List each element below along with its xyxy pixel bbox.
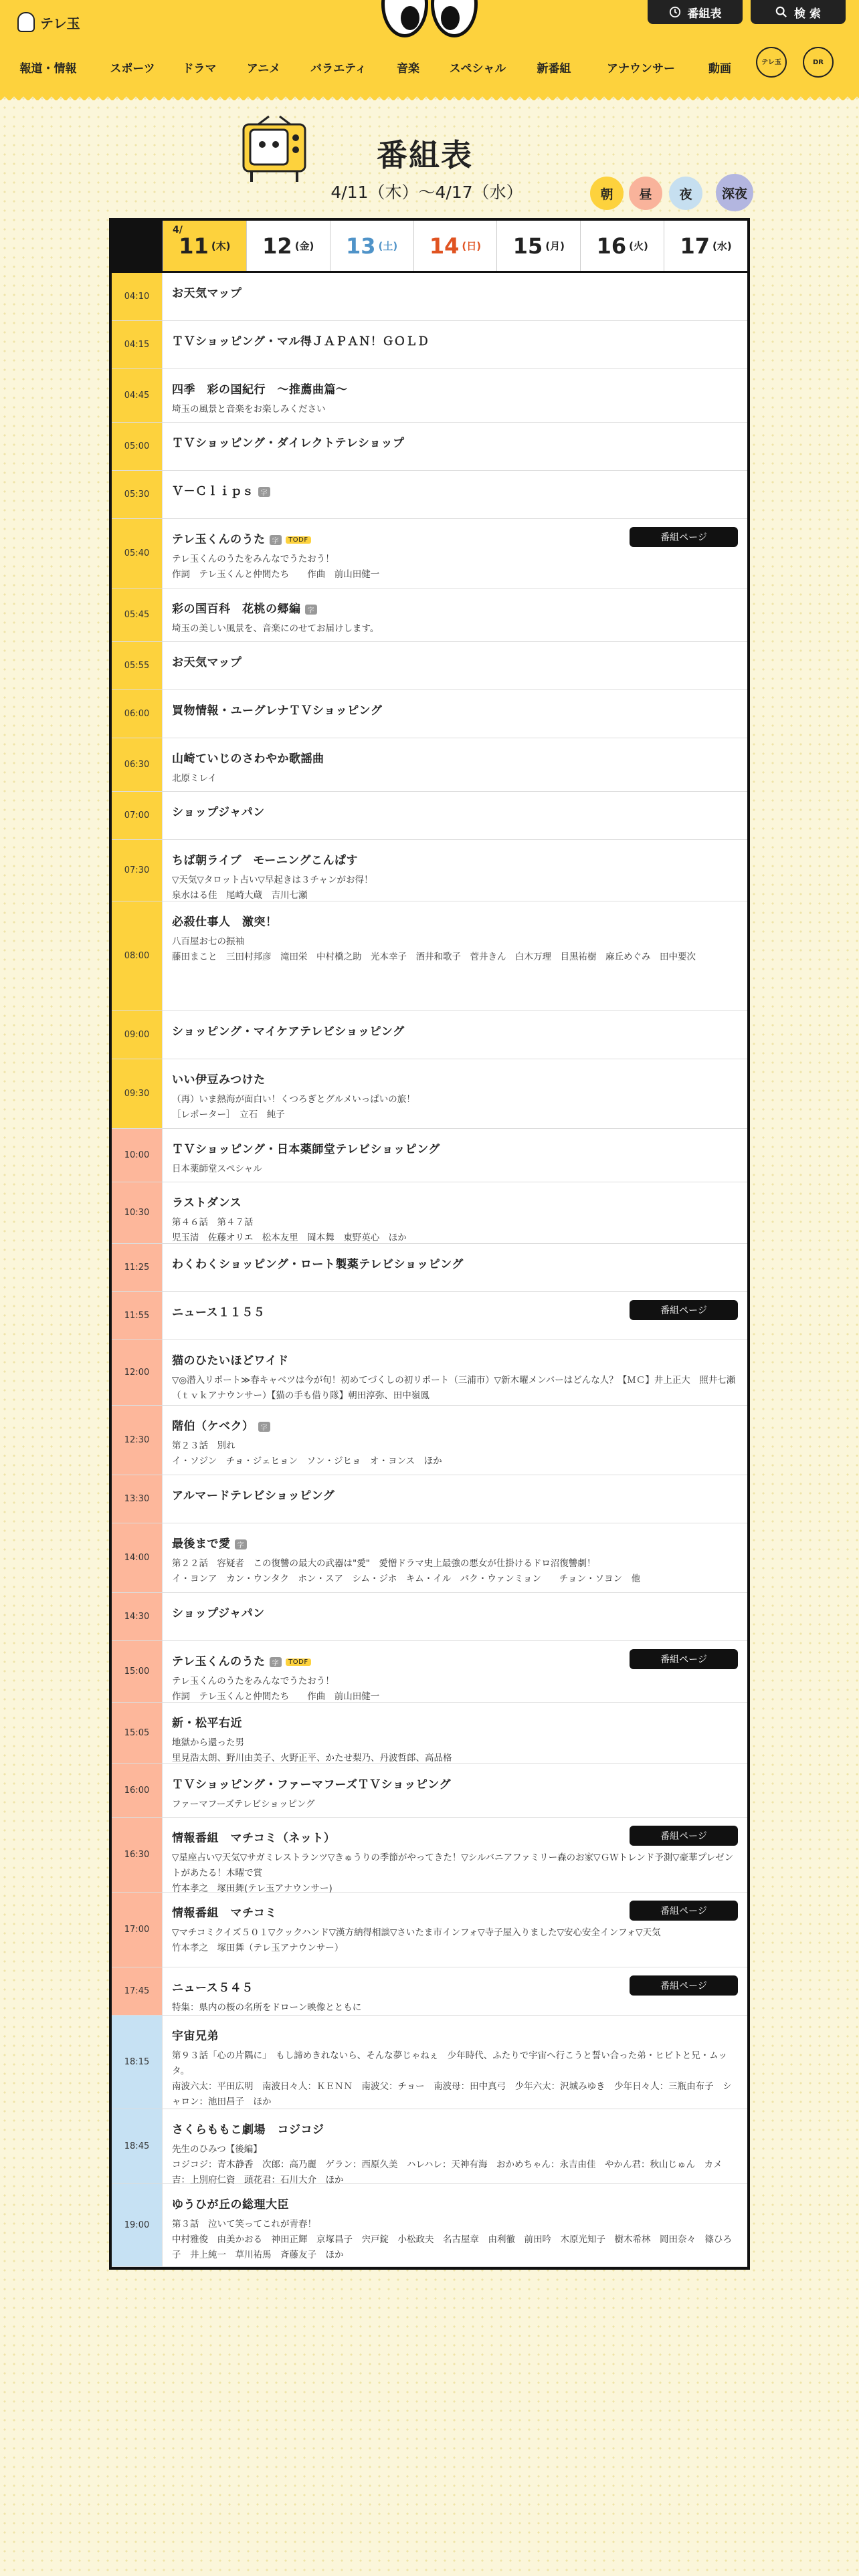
- date-range: 4/11（木）～4/17（水）: [330, 183, 523, 202]
- program-time: 07:00: [112, 792, 163, 839]
- program-title-text: 猫のひたいほどワイド: [172, 1354, 289, 1368]
- program-time: 05:55: [112, 642, 163, 689]
- program-title-text: 必殺仕事人 激突！: [172, 916, 278, 929]
- program-title[interactable]: [172, 1351, 738, 1368]
- program-time: 17:00: [112, 1893, 163, 1967]
- program-cell[interactable]: [163, 471, 747, 518]
- site-logo[interactable]: [17, 12, 80, 32]
- program-cell[interactable]: [163, 2109, 747, 2183]
- program-description-line: 第３話 泣いて笑ってこれが青春！: [172, 2219, 316, 2230]
- program-description-line: 地獄から還った男: [172, 1737, 244, 1748]
- main-nav: [0, 58, 859, 78]
- program-guide-button[interactable]: [648, 0, 743, 24]
- program-guide-label: 番組表: [687, 7, 722, 21]
- program-title[interactable]: [172, 1070, 738, 1087]
- program-description-line: 北原ミレイ: [172, 773, 217, 784]
- program-row: [112, 369, 747, 423]
- program-title-text: ショッピング・マイケアテレビショッピング: [172, 1025, 405, 1039]
- program-time: 16:00: [112, 1764, 163, 1817]
- program-row: [112, 1593, 747, 1641]
- teletama-badge[interactable]: テレ玉: [756, 47, 787, 78]
- program-description-line: 藤田まこと 三田村邦彦 滝田栄 中村橋之助 光本幸子 酒井和歌子 菅井きん 白木万理 目黒祐樹 麻丘めぐみ 田中要次: [172, 951, 696, 962]
- nav-item[interactable]: 新番組: [537, 62, 571, 76]
- program-row: [112, 1523, 747, 1593]
- program-cell[interactable]: [163, 2184, 747, 2266]
- program-description-line: 第２３話 別れ: [172, 1440, 235, 1451]
- program-page-button[interactable]: 番組ページ: [630, 1975, 738, 1996]
- program-title-text: 情報番組 マチコミ: [172, 1907, 277, 1920]
- day-number: 16: [596, 233, 627, 259]
- program-page-button[interactable]: 番組ページ: [630, 1300, 738, 1320]
- program-row: [112, 1059, 747, 1129]
- program-description-line: ▽星座占い▽天気▽サガミレストランツ▽きゅうりの季節がやってきた！▽シルバニアファミリー森のお家▽ＧＷトレンド予測▽豪華プレゼントがあたる！木曜で賞: [172, 1852, 734, 1879]
- nav-item[interactable]: スポーツ: [110, 62, 155, 76]
- program-title[interactable]: [172, 481, 738, 498]
- program-time: 17:45: [112, 1967, 163, 2015]
- nav-item[interactable]: 音楽: [397, 62, 419, 76]
- program-cell[interactable]: [163, 321, 747, 368]
- program-description: [172, 2000, 738, 2016]
- program-row: [112, 1406, 747, 1475]
- program-time: 19:00: [112, 2184, 163, 2266]
- program-time: 18:15: [112, 2016, 163, 2109]
- program-cell[interactable]: [163, 1011, 747, 1059]
- program-title[interactable]: [172, 1416, 738, 1433]
- program-title-text: 買物情報・ユーグレナＴＶショッピング: [172, 704, 383, 718]
- program-time: 13:30: [112, 1475, 163, 1523]
- search-button[interactable]: [751, 0, 846, 24]
- program-cell[interactable]: [163, 519, 747, 588]
- program-description-line: 児玉清 佐藤オリエ 松本友里 岡本舞 東野英心 ほか: [172, 1232, 407, 1243]
- day-number: 17: [680, 233, 710, 259]
- day-weekday: (金): [294, 240, 314, 252]
- program-cell[interactable]: [163, 1967, 747, 2015]
- subtitle-icon: 字: [258, 1422, 271, 1432]
- program-title-text: 情報番組 マチコミ（ネット）: [172, 1832, 336, 1845]
- program-cell[interactable]: [163, 738, 747, 791]
- day-weekday: (水): [712, 240, 732, 252]
- program-description: [172, 1925, 738, 1956]
- program-description: [172, 402, 738, 417]
- day-tab[interactable]: [246, 221, 330, 271]
- program-title-text: Ｖ－Ｃｌｉｐｓ: [172, 485, 254, 498]
- program-row: [112, 1703, 747, 1764]
- program-description-line: （再）いま熱海が面白い！くつろぎとグルメいっぱいの旅！: [172, 1094, 415, 1105]
- program-cell[interactable]: [163, 1523, 747, 1592]
- program-title[interactable]: [172, 1140, 738, 1156]
- program-description: [172, 1162, 738, 1177]
- subtitle-icon: 字: [305, 605, 318, 615]
- program-title[interactable]: [172, 802, 738, 819]
- program-description: [172, 1674, 738, 1705]
- nav-item[interactable]: 動画: [708, 62, 731, 76]
- program-page-button[interactable]: 番組ページ: [630, 527, 738, 547]
- program-title-text: 四季 彩の国紀行 ～推薦曲篇～: [172, 383, 348, 397]
- day-weekday: (火): [629, 240, 648, 252]
- day-tab[interactable]: [163, 221, 246, 271]
- search-icon: [775, 6, 787, 18]
- search-label: 検 索: [794, 7, 821, 21]
- program-description-line: 先生のひみつ【後編】: [172, 2144, 262, 2155]
- program-description-line: 埼玉の美しい風景を、音楽にのせてお届けします。: [172, 623, 379, 634]
- program-description-line: テレ玉くんのうたをみんなでうたおう！: [172, 554, 335, 564]
- clock-icon: [669, 6, 681, 18]
- program-time: 10:30: [112, 1182, 163, 1243]
- program-description: [172, 2217, 738, 2263]
- dr-badge[interactable]: DR: [803, 47, 834, 78]
- program-title[interactable]: [172, 2120, 738, 2137]
- program-time: 05:30: [112, 471, 163, 518]
- program-title[interactable]: [172, 1713, 738, 1730]
- day-weekday: (日): [462, 240, 482, 252]
- day-tabs: [112, 221, 747, 273]
- program-description: [172, 1092, 738, 1123]
- program-time: 05:40: [112, 519, 163, 588]
- nav-item[interactable]: 報道・情報: [19, 62, 77, 76]
- program-time: 07:30: [112, 840, 163, 901]
- program-time: 14:30: [112, 1593, 163, 1640]
- subtitle-icon: 字: [270, 535, 282, 545]
- program-cell[interactable]: [163, 1764, 747, 1817]
- program-row: [112, 2184, 747, 2267]
- program-description: [172, 2142, 738, 2188]
- tv-mascot-icon: [238, 115, 310, 185]
- program-title[interactable]: [172, 2195, 738, 2212]
- program-cell[interactable]: [163, 1292, 747, 1339]
- program-time: 11:25: [112, 1244, 163, 1291]
- program-cell[interactable]: [163, 1182, 747, 1243]
- program-description: [172, 1735, 738, 1766]
- day-number: 15: [512, 233, 543, 259]
- program-cell[interactable]: [163, 1475, 747, 1523]
- day-number: 11: [179, 233, 209, 259]
- program-description: [172, 552, 738, 582]
- program-cell[interactable]: [163, 1893, 747, 1967]
- program-row: [112, 1967, 747, 2016]
- program-title-text: ＴＶショッピング・日本薬師堂テレビショッピング: [172, 1143, 440, 1156]
- program-description-line: ▽マチコミクイズ５０１▽クックハンド▽漢方納得相談▽さいたま市インフォ▽寺子屋入りました▽安心安全インフォ▽天気: [172, 1927, 661, 1938]
- program-description-line: イ・ヨンア カン・ウンタク ホン・スア シム・ジホ キム・イル パク・ウァンミョン チョン・ソヨン 他: [172, 1573, 640, 1584]
- todf-icon: TODF: [286, 1658, 310, 1666]
- program-description-line: ファーマフーズテレビショッピング: [172, 1799, 315, 1810]
- program-description-line: ▽天気▽タロット占い▽早起きは３チャンがお得！: [172, 875, 373, 885]
- program-cell[interactable]: [163, 1641, 747, 1702]
- program-description-line: 八百屋お七の振袖: [172, 936, 244, 947]
- program-description-line: 中村雅俊 由美かおる 神田正輝 京塚昌子 宍戸錠 小松政夫 名古屋章 由利徹 前田吟 木原光知子 樹木希林 岡田奈々 篠ひろ子 井上純一 草川祐馬 斉藤友子 ほか: [172, 2234, 732, 2260]
- program-cell[interactable]: [163, 690, 747, 738]
- program-title[interactable]: [172, 1604, 738, 1620]
- program-row: [112, 423, 747, 471]
- program-description-line: 作詞 テレ玉くんと仲間たち 作曲 前山田健一: [172, 568, 380, 580]
- program-time: 04:15: [112, 321, 163, 368]
- day-tab[interactable]: [580, 221, 664, 271]
- program-title-text: ＴＶショッピング・ファーマフーズＴＶショッピング: [172, 1778, 451, 1792]
- program-title[interactable]: [172, 2026, 738, 2043]
- program-title[interactable]: [172, 332, 738, 348]
- program-row: [112, 1011, 747, 1059]
- program-cell[interactable]: [163, 1059, 747, 1128]
- program-title[interactable]: [172, 1486, 738, 1503]
- program-description-line: 第４６話 第４７話: [172, 1217, 254, 1228]
- program-title[interactable]: [172, 701, 738, 718]
- program-cell[interactable]: [163, 642, 747, 689]
- program-title[interactable]: [172, 1534, 738, 1551]
- program-description-line: ［レポーター］ 立石 純子: [172, 1109, 285, 1120]
- day-number: 13: [346, 233, 376, 259]
- program-description: [172, 1850, 738, 1897]
- program-description-line: 埼玉の風景と音楽をお楽しみください: [172, 404, 326, 415]
- subtitle-icon: 字: [235, 1539, 248, 1549]
- program-title-text: ショップジャパン: [172, 1607, 265, 1620]
- program-schedule: [109, 218, 750, 2270]
- program-title-text: 彩の国百科 花桃の郷編: [172, 603, 301, 616]
- program-row: [112, 1129, 747, 1182]
- program-row: [112, 471, 747, 519]
- program-cell[interactable]: [163, 273, 747, 320]
- todf-icon: TODF: [286, 536, 310, 544]
- nav-item[interactable]: バラエティ: [310, 62, 367, 76]
- program-title-text: アルマードテレビショッピング: [172, 1489, 335, 1503]
- program-title-text: ＴＶショッピング・マル得ＪＡＰＡＮ！ＧＯＬＤ: [172, 335, 430, 348]
- program-title-text: 新・松平右近: [172, 1717, 242, 1730]
- program-list: [112, 273, 747, 2267]
- program-description: [172, 934, 738, 965]
- day-month: 4/: [173, 225, 183, 235]
- program-cell[interactable]: [163, 1129, 747, 1182]
- program-row: [112, 840, 747, 901]
- program-title-text: テレ玉くんのうた: [172, 533, 266, 546]
- day-weekday: (月): [545, 240, 565, 252]
- program-time: 10:00: [112, 1129, 163, 1182]
- day-number: 14: [429, 233, 460, 259]
- program-row: [112, 642, 747, 690]
- program-cell[interactable]: [163, 369, 747, 422]
- program-title-text: わくわくショッピング・ロート製薬テレビショッピング: [172, 1258, 464, 1271]
- program-title-text: さくらももこ劇場 コジコジ: [172, 2123, 324, 2137]
- day-tab[interactable]: [413, 221, 497, 271]
- program-row: [112, 1292, 747, 1340]
- program-description-line: 第９３話「心の片隅に」 もし諦めきれないら、そんな夢じゃねぇ 少年時代、ふたりで宇宙へ行こうと誓い合った弟・ヒビトと兄・ムッタ。: [172, 2050, 728, 2076]
- program-title-text: お天気マップ: [172, 656, 242, 669]
- program-time: 05:45: [112, 588, 163, 641]
- program-description-line: ▽◎潜入リポート≫春キャベツは今が旬！初めてづくしの初リポート（三浦市）▽新木曜メンバーはどんな人？【ＭＣ】井上正大 照井七瀬（ｔｖｋアナウンサー）【猫の手も借り隊】朝田淳弥、田中嶺鳳: [172, 1375, 736, 1401]
- program-time: 15:05: [112, 1703, 163, 1763]
- program-description: [172, 873, 738, 903]
- program-time: 14:00: [112, 1523, 163, 1592]
- program-row: [112, 690, 747, 738]
- program-time: 08:00: [112, 901, 163, 1010]
- program-title-text: ショップジャパン: [172, 806, 265, 819]
- program-row: [112, 2109, 747, 2184]
- program-time: 04:10: [112, 273, 163, 320]
- program-title[interactable]: [172, 1775, 738, 1792]
- program-row: [112, 901, 747, 1011]
- timezone-noon-button[interactable]: 昼: [629, 177, 662, 210]
- program-page-button[interactable]: 番組ページ: [630, 1826, 738, 1846]
- day-weekday: (木): [211, 240, 231, 252]
- program-time: 04:45: [112, 369, 163, 422]
- program-title-text: 最後まで愛: [172, 1537, 231, 1551]
- program-title[interactable]: [172, 653, 738, 669]
- day-tab[interactable]: [330, 221, 413, 271]
- program-title[interactable]: [172, 1193, 738, 1210]
- program-description: [172, 1373, 738, 1404]
- program-row: [112, 1182, 747, 1244]
- program-title-text: ニュース１１５５: [172, 1306, 266, 1319]
- program-time: 09:00: [112, 1011, 163, 1059]
- program-description: [172, 621, 738, 637]
- day-tab[interactable]: [496, 221, 580, 271]
- program-cell[interactable]: [163, 901, 747, 1010]
- program-description-line: 第２２話 容疑者 この復讐の最大の武器は"愛" 愛憎ドラマ史上最強の悪女が仕掛けるドロ沼復讐劇！: [172, 1558, 596, 1569]
- program-description: [172, 1797, 738, 1812]
- program-description-line: 特集：県内の桜の名所をドローン映像とともに: [172, 2002, 362, 2013]
- program-time: 18:45: [112, 2109, 163, 2183]
- program-title-text: ＴＶショッピング・ダイレクトテレショップ: [172, 437, 405, 450]
- program-title[interactable]: [172, 599, 738, 616]
- program-description-line: 南波六太：平田広明 南波日々人：ＫＥＮＮ 南波父：チョー 南波母：田中真弓 少年六太：沢城みゆき 少年日々人：三瓶由布子 シャロン：池田昌子 ほか: [172, 2080, 732, 2107]
- program-title-text: ちば朝ライブ モーニングこんぱす: [172, 854, 358, 867]
- program-description: [172, 2048, 738, 2110]
- program-row: [112, 1641, 747, 1703]
- title-area: [0, 112, 859, 213]
- program-time: 16:30: [112, 1818, 163, 1892]
- program-time: 06:00: [112, 690, 163, 738]
- program-time: 12:30: [112, 1406, 163, 1475]
- program-cell[interactable]: [163, 1340, 747, 1405]
- program-cell[interactable]: [163, 2016, 747, 2109]
- program-description: [172, 771, 738, 786]
- program-title[interactable]: [172, 912, 738, 929]
- program-row: [112, 1893, 747, 1967]
- program-description-line: イ・ソジン チョ・ジェヒョン ソン・ジヒョ オ・ヨンス ほか: [172, 1455, 442, 1467]
- program-description-line: 作詞 テレ玉くんと仲間たち 作曲 前山田健一: [172, 1691, 380, 1702]
- program-description-line: 里見浩太朗、野川由美子、火野正平、かたせ梨乃、丹波哲郎、高品格: [172, 1752, 452, 1763]
- program-cell[interactable]: [163, 1406, 747, 1475]
- program-page-button[interactable]: 番組ページ: [630, 1901, 738, 1921]
- program-row: [112, 588, 747, 642]
- program-description-line: 日本薬師堂スペシャル: [172, 1164, 262, 1174]
- subtitle-icon: 字: [270, 1657, 282, 1667]
- program-description-line: 竹本孝之 塚田舞（テレ玉アナウンサー）: [172, 1942, 344, 1953]
- nav-item[interactable]: ドラマ: [182, 62, 217, 76]
- program-cell[interactable]: [163, 423, 747, 470]
- program-title[interactable]: [172, 749, 738, 766]
- program-cell[interactable]: [163, 588, 747, 641]
- program-title[interactable]: [172, 433, 738, 450]
- program-title-text: 階伯（ケベク）: [172, 1420, 254, 1433]
- day-tab[interactable]: [664, 221, 747, 271]
- program-title[interactable]: [172, 284, 738, 300]
- program-description-line: コジコジ：青木静香 次郎：高乃麗 ゲラン：西原久美 ハレハレ：天神有海 おかめちゃん：永吉由佳 やかん君：秋山じゅん カメ吉：上別府仁資 頭花君：石川大介 ほか: [172, 2159, 723, 2185]
- nav-item[interactable]: スペシャル: [449, 62, 506, 76]
- program-cell[interactable]: [163, 1703, 747, 1763]
- program-description: [172, 1215, 738, 1246]
- program-title-text: ゆうひが丘の総理大臣: [172, 2198, 289, 2212]
- program-row: [112, 1475, 747, 1523]
- program-title-text: テレ玉くんのうた: [172, 1655, 266, 1669]
- program-page-button[interactable]: 番組ページ: [630, 1649, 738, 1669]
- program-row: [112, 2016, 747, 2109]
- program-description-line: テレ玉くんのうたをみんなでうたおう！: [172, 1676, 335, 1687]
- program-title[interactable]: [172, 851, 738, 867]
- program-cell[interactable]: [163, 792, 747, 839]
- program-time: 09:30: [112, 1059, 163, 1128]
- program-row: [112, 273, 747, 321]
- mascot-eyes: [381, 0, 478, 37]
- program-title-text: お天気マップ: [172, 287, 242, 300]
- program-row: [112, 792, 747, 840]
- site-header: [0, 0, 859, 92]
- program-description-line: 竹本孝之 塚田舞(テレ玉アナウンサー): [172, 1883, 332, 1894]
- program-row: [112, 738, 747, 792]
- program-description: [172, 1556, 738, 1587]
- timezone-morning-button[interactable]: 朝: [590, 177, 624, 210]
- program-row: [112, 1818, 747, 1893]
- timezone-late-night-button[interactable]: 深夜: [716, 174, 753, 211]
- program-row: [112, 1244, 747, 1292]
- logo-text: テレ玉: [40, 15, 80, 31]
- program-row: [112, 519, 747, 588]
- program-row: [112, 321, 747, 369]
- program-row: [112, 1340, 747, 1406]
- teletama-mascot-icon: [17, 12, 35, 32]
- program-time: 05:00: [112, 423, 163, 470]
- program-row: [112, 1764, 747, 1818]
- program-title-text: いい伊豆みつけた: [172, 1073, 266, 1087]
- program-cell[interactable]: [163, 840, 747, 901]
- program-cell[interactable]: [163, 1593, 747, 1640]
- program-title[interactable]: [172, 1022, 738, 1039]
- program-time: 06:30: [112, 738, 163, 791]
- program-title-text: ニュース５４５: [172, 1981, 254, 1995]
- page-title: 番組表: [377, 137, 473, 173]
- program-cell[interactable]: [163, 1818, 747, 1892]
- program-title[interactable]: [172, 380, 738, 397]
- day-weekday: (土): [378, 240, 398, 252]
- program-title-text: 宇宙兄弟: [172, 2030, 219, 2043]
- program-time: 15:00: [112, 1641, 163, 1702]
- nav-item[interactable]: アニメ: [246, 62, 281, 76]
- program-time: 11:55: [112, 1292, 163, 1339]
- day-number: 12: [262, 233, 292, 259]
- nav-item[interactable]: アナウンサー: [607, 62, 675, 76]
- program-title-text: 山崎ていじのさわやか歌謡曲: [172, 752, 324, 766]
- program-description-line: 泉水はる佳 尾崎大蔵 吉川七瀬: [172, 889, 308, 901]
- program-description: [172, 1438, 738, 1469]
- program-cell[interactable]: [163, 1244, 747, 1291]
- program-title-text: ラストダンス: [172, 1196, 242, 1210]
- program-time: 12:00: [112, 1340, 163, 1405]
- timezone-night-button[interactable]: 夜: [669, 177, 702, 210]
- program-title[interactable]: [172, 1255, 738, 1271]
- subtitle-icon: 字: [258, 487, 271, 497]
